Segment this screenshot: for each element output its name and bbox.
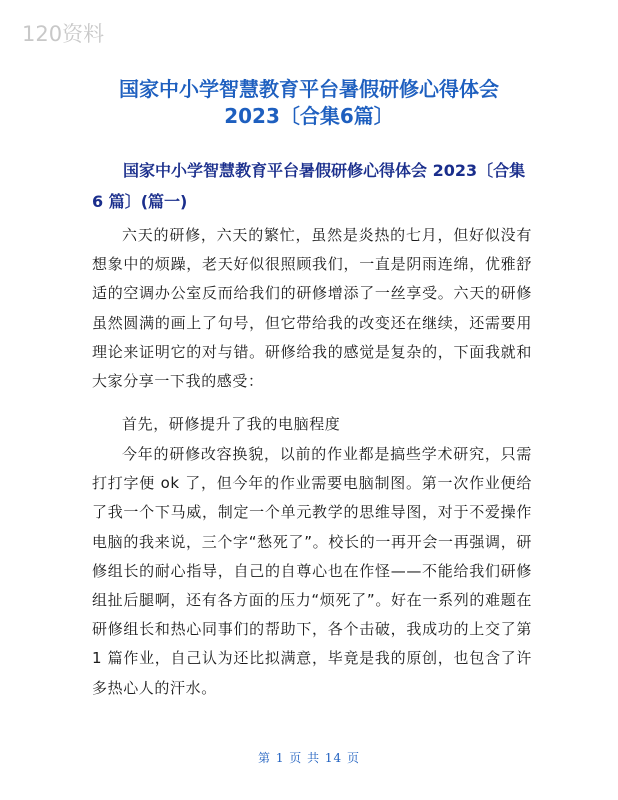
body-paragraph-1-block <box>92 221 532 396</box>
body-paragraph-3-block <box>92 440 532 703</box>
title-line-2: 2023〔合集6篇〕 <box>224 104 394 128</box>
section-heading-line-1: 国家中小学智慧教育平台暑假研修心得体会 2023〔合集 <box>123 161 526 180</box>
body-paragraph-1: 六天的研修，六天的繁忙，虽然是炎热的七月，但好似没有想象中的烦躁，老天好似很照顾我们，一直是阴雨连绵，优雅舒适的空调办公室反而给我们的研修增添了一丝享受。六天的研修虽然圆满的画上了句号，但它带给我的改变还在继续，还需要用理论来证明它的对与错。研修给我的感觉是复杂的，下面我就和大家分享一下我的感受： <box>92 226 532 391</box>
document-title <box>40 76 578 130</box>
section-heading-line-2: 6 篇〕(篇一) <box>92 192 188 211</box>
title-line-1: 国家中小学智慧教育平台暑假研修心得体会 <box>119 77 499 101</box>
section-heading <box>92 155 558 217</box>
body-paragraph-2: 首先，研修提升了我的电脑程度 <box>122 415 341 433</box>
watermark-logo: 120资料 <box>22 22 105 46</box>
page-number-footer: 第 1 页 共 14 页 <box>258 751 360 765</box>
body-paragraph-3: 今年的研修改容换貌，以前的作业都是搞些学术研究，只需打打字便 ok 了，但今年的作业需要电脑制图。第一次作业便给了我一个下马威，制定一个单元教学的思维导图，对于不爱操作电脑的我来说，三个字“愁死了”。校长的一再开会一再强调，研修组长的耐心指导，自己的自尊心也在作怪——不能给我们研修组扯后腿啊，还有各方面的压力“烦死了”。好在一系列的难题在研修组长和热心同事们的帮助下，各个击破，我成功的上交了第 1 篇作业，自己认为还比拟满意，毕竟是我的原创，也包含了许多热心人的汗水。 <box>92 445 532 697</box>
body-paragraph-2-block <box>92 410 532 439</box>
